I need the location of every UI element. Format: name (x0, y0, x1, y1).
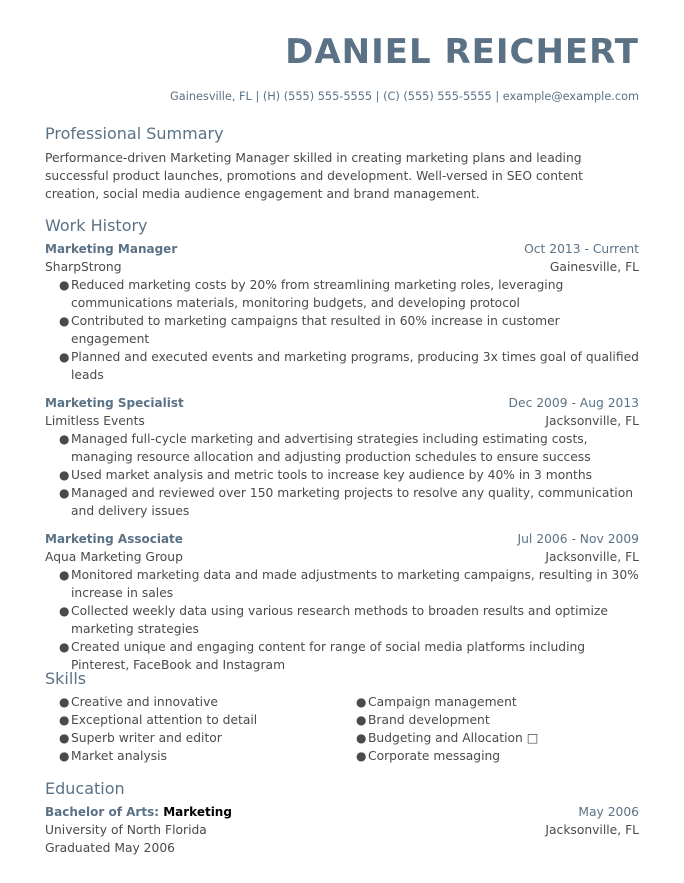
job-bullet: ● Managed full-cycle marketing and advertising strategies including estimating costs, managing resource allocation and adjusting production schedules to ensure success (59, 432, 591, 464)
candidate-name: DANIEL REICHERT (285, 32, 639, 72)
education-date: May 2006 (578, 805, 639, 819)
job-bullet: ● Collected weekly data using various research methods to broaden results and optimize marketing strategies (59, 604, 608, 636)
skill-item: ● Exceptional attention to detail (59, 713, 258, 727)
school-name: University of North Florida (45, 823, 207, 837)
summary-text: Performance-driven Marketing Manager skilled in creating marketing plans and leading successful product launches, promotions and development. Well-versed in SEO content creation, social media audience engagement and brand management. (45, 151, 583, 201)
graduation-note: Graduated May 2006 (45, 841, 175, 855)
work-history-title: Work History (45, 216, 148, 235)
skills-list-left (45, 693, 342, 765)
job-entry (45, 530, 639, 674)
job-company: Aqua Marketing Group (45, 550, 183, 564)
job-dates: Jul 2006 - Nov 2009 (517, 532, 639, 546)
skill-item: ● Creative and innovative (59, 695, 218, 709)
contact-line: Gainesville, FL | (H) (555) 555-5555 | (C) (555) 555-5555 | example@example.com (170, 90, 639, 103)
skill-item: ● Brand development (356, 713, 490, 727)
job-dates: Dec 2009 - Aug 2013 (508, 396, 639, 410)
job-location: Gainesville, FL (549, 260, 639, 274)
job-company: SharpStrong (45, 260, 122, 274)
skills-section (45, 668, 639, 765)
job-entry (45, 394, 639, 520)
job-bullet: ● Planned and executed events and marketing programs, producing 3x times goal of qualified leads (59, 350, 639, 382)
job-location: Jacksonville, FL (545, 414, 639, 428)
major: Marketing (163, 805, 232, 819)
summary-section (45, 123, 639, 203)
job-bullet: ● Created unique and engaging content for range of social media platforms including Pinterest, FaceBook and Instagram (59, 640, 586, 672)
school-location: Jacksonville, FL (545, 823, 639, 837)
work-history-section (45, 215, 639, 674)
skill-item: ● Superb writer and editor (59, 731, 222, 745)
job-title: Marketing Specialist (45, 396, 184, 410)
job-title: Marketing Associate (45, 532, 183, 546)
job-location: Jacksonville, FL (545, 550, 639, 564)
job-bullet: ● Used market analysis and metric tools to increase key audience by 40% in 3 months (59, 468, 593, 482)
job-bullet: ● Managed and reviewed over 150 marketing projects to resolve any quality, communication and delivery issues (59, 486, 634, 518)
summary-title: Professional Summary (45, 124, 224, 143)
skill-item: ● Corporate messaging (356, 749, 501, 763)
education-title: Education (45, 779, 125, 798)
skill-item: ● Market analysis (59, 749, 167, 763)
job-dates: Oct 2013 - Current (524, 242, 639, 256)
skill-item: ● Budgeting and Allocation □ (356, 731, 539, 745)
job-bullet: ● Reduced marketing costs by 20% from streamlining marketing roles, leveraging communications materials, monitoring budgets, and developing protocol (59, 278, 564, 310)
education-section (45, 778, 639, 857)
skills-title: Skills (45, 669, 87, 688)
job-entry (45, 240, 639, 384)
skill-item: ● Campaign management (356, 695, 517, 709)
job-title: Marketing Manager (45, 242, 178, 256)
job-company: Limitless Events (45, 414, 145, 428)
degree: Bachelor of Arts: Marketing (45, 805, 232, 819)
job-bullet: ● Monitored marketing data and made adjustments to marketing campaigns, resulting in 30% increase in sales (59, 568, 639, 600)
skills-list-right (342, 693, 639, 765)
job-bullet: ● Contributed to marketing campaigns that resulted in 60% increase in customer engagement (59, 314, 560, 346)
